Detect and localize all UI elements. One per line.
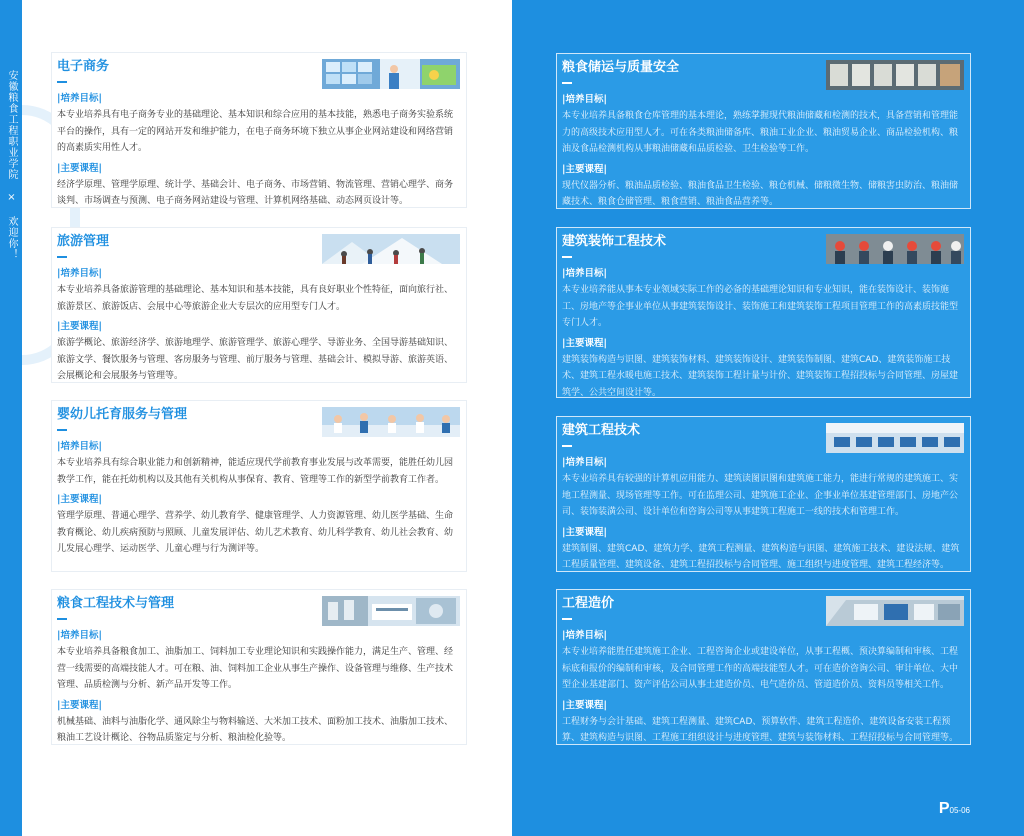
courses-text: 管理学原理、普通心理学、营养学、幼儿教育学、健康管理学、人力资源管理、幼儿医学基础、生命教育概论、幼儿疾病预防与照顾、儿童发展评估、幼儿艺术教育、幼儿科学教育、幼儿社会教育、幼儿发展心理学、运动医学、儿童心理与行为测评等。 bbox=[57, 511, 454, 554]
goal-label: |培养目标| bbox=[57, 93, 102, 104]
goal-text: 本专业培养能从事本专业领域实际工作的必备的基础理论知识和专业知识，能在装饰设计、装饰施工、房地产等企事业单位从事建筑装饰设计、装饰施工和建筑装饰工程项目管理工作的高素质技能型专门人才。 bbox=[562, 285, 959, 328]
courses-text: 旅游学概论、旅游经济学、旅游地理学、旅游管理学、旅游心理学、导游业务、全国导游基础知识、旅游文学、餐饮服务与管理、客房服务与管理、前厅服务与管理、基础会计、模拟导游、旅游英语、会展概论和会展服务与管理等。 bbox=[57, 338, 454, 381]
title-dash bbox=[562, 82, 572, 84]
title-dash bbox=[57, 618, 67, 620]
program-card-tourism bbox=[51, 227, 467, 383]
goal-text: 本专业培养具备粮食加工、油脂加工、饲料加工专业理论知识和实践操作能力，满足生产、管理、经营一线需要的高端技能人才。可在粮、油、饲料加工企业从事生产操作、设备管理与维修、生产技术管理、品质检测与分析、新产品开发等工作。 bbox=[57, 647, 454, 690]
page-number-range: 05-06 bbox=[949, 806, 970, 815]
program-title: 建筑工程技术 bbox=[562, 423, 641, 438]
program-photo bbox=[322, 59, 460, 89]
goal-text: 本专业培养具有较强的计算机应用能力、建筑读图识图和建筑施工能力，能进行常规的建筑施工、实地工程测量、现场管理等工作。可在监理公司、建筑施工企业、企事业单位基建管理部门、房地产公司、装饰装潢公司、设计单位和咨询公司等从事建筑工程施工一线的技术和管理工作。 bbox=[562, 474, 959, 517]
goal-text: 本专业培养具有电子商务专业的基础理论、基本知识和综合应用的基本技能，熟悉电子商务实验系统平台的操作，具有一定的网站开发和维护能力，在电子商务环境下独立从事企业网站建设和网络营销的高素质实用性人才。 bbox=[57, 110, 454, 153]
goal-label: |培养目标| bbox=[562, 94, 607, 105]
courses-text: 建筑制图、建筑CAD、建筑力学、建筑工程测量、建筑构造与识图、建筑施工技术、建设法规、建筑工程质量管理、建筑设备、建筑工程招投标与合同管理、施工组织与进度管理、建筑工程经济等。 bbox=[562, 543, 960, 570]
courses-text: 机械基础、油料与油脂化学、通风除尘与物料输送、大米加工技术、面粉加工技术、油脂加工技术、粮油工艺设计概论、谷物品质鉴定与分析、粮油检化验等。 bbox=[57, 716, 454, 743]
title-dash bbox=[57, 429, 67, 431]
goal-text: 本专业培养具备粮食仓库管理的基本理论，熟练掌握现代粮油储藏和检测的技术，具备营销和管理能力的高级技术应用型人才。可在各类粮油储备库、粮油工业企业、粮油贸易企业、商品检验机构、粮油及食品检测机构从事粮油储藏和品质检验、卫生检验等工作。 bbox=[562, 111, 959, 154]
program-title: 粮食储运与质量安全 bbox=[562, 60, 680, 75]
courses-text: 工程财务与会计基础、建筑工程测量、建筑CAD、预算软件、建筑工程造价、建筑设备安装工程预算、建筑构造与识图、工程施工组织设计与进度管理、建筑与装饰材料、工程招投标与合同管理等。 bbox=[562, 716, 959, 743]
program-photo bbox=[826, 423, 964, 453]
program-title: 婴幼儿托育服务与管理 bbox=[57, 407, 188, 422]
program-title: 电子商务 bbox=[57, 59, 110, 74]
page-number-prefix: P bbox=[938, 800, 950, 817]
title-dash bbox=[57, 256, 67, 258]
goal-label: |培养目标| bbox=[562, 630, 607, 641]
school-name: 安徽粮食工程职业学院 bbox=[6, 70, 17, 180]
program-card-decoration-engineering bbox=[556, 227, 971, 398]
courses-text: 现代仪器分析、粮油品质检验、粮油食品卫生检验、粮仓机械、储粮微生物、储粮害虫防治、粮油储藏技术、粮食仓储管理、粮食营销、粮油食品营养等。 bbox=[562, 180, 959, 207]
goal-text: 本专业培养具备旅游管理的基础理论、基本知识和基本技能，具有良好职业个性特征，面向旅行社、旅游景区、旅游饭店、会展中心等旅游企业大专层次的应用型专门人才。 bbox=[57, 285, 454, 312]
courses-label: |主要课程| bbox=[562, 337, 607, 349]
program-photo bbox=[322, 407, 460, 437]
courses-label: |主要课程| bbox=[562, 163, 607, 175]
goal-label: |培养目标| bbox=[562, 457, 607, 468]
program-card-construction-engineering bbox=[556, 416, 971, 572]
program-title: 工程造价 bbox=[562, 596, 615, 611]
program-card-ecommerce bbox=[51, 52, 467, 208]
goal-text: 本专业培养具有综合职业能力和创新精神，能适应现代学前教育事业发展与改革需要，能胜任幼儿园教学工作，能在托幼机构以及其他有关机构从事保育、教育、管理等工作的新型学前教育工作者。 bbox=[57, 458, 454, 485]
goal-label: |培养目标| bbox=[57, 630, 102, 641]
program-photo bbox=[826, 596, 964, 626]
program-photo bbox=[826, 60, 964, 90]
courses-label: |主要课程| bbox=[562, 699, 607, 711]
program-title: 旅游管理 bbox=[57, 234, 110, 249]
program-title: 建筑装饰工程技术 bbox=[562, 234, 667, 249]
courses-text: 经济学原理、管理学原理、统计学、基础会计、电子商务、市场营销、物流管理、营销心理学、商务谈判、市场调查与预测、电子商务网站建设与管理、计算机网络基础、动态网页设计等。 bbox=[57, 179, 454, 206]
courses-label: |主要课程| bbox=[57, 321, 102, 332]
goal-label: |培养目标| bbox=[562, 268, 607, 279]
program-card-cost-engineering bbox=[556, 589, 971, 745]
program-photo bbox=[322, 596, 460, 626]
title-dash bbox=[57, 81, 67, 83]
spine-separator: × bbox=[6, 192, 17, 205]
program-card-grain-engineering bbox=[51, 589, 467, 745]
goal-label: |培养目标| bbox=[57, 441, 102, 452]
program-card-childcare bbox=[51, 400, 467, 572]
page-number bbox=[939, 800, 970, 818]
title-dash bbox=[562, 618, 572, 620]
title-dash bbox=[562, 256, 572, 258]
courses-label: |主要课程| bbox=[57, 494, 102, 505]
goal-label: |培养目标| bbox=[57, 268, 102, 279]
courses-label: |主要课程| bbox=[57, 162, 102, 174]
program-photo bbox=[826, 234, 964, 264]
title-dash bbox=[562, 445, 572, 447]
greeting-text: 欢迎你！ bbox=[6, 216, 17, 261]
program-card-grain-storage bbox=[556, 53, 971, 209]
spine-text bbox=[4, 70, 18, 260]
courses-text: 建筑装饰构造与识图、建筑装饰材料、建筑装饰设计、建筑装饰制图、建筑CAD、建筑装饰施工技术、建筑工程水暖电施工技术、建筑装饰工程计量与计价、建筑装饰工程招投标与合同管理、房屋建筑学、公共空间设计等。 bbox=[562, 354, 959, 398]
courses-label: |主要课程| bbox=[57, 699, 102, 711]
goal-text: 本专业培养能胜任建筑施工企业、工程咨询企业或建设单位，从事工程概、预决算编制和审核、工程标底和报价的编制和审核，及合同管理工作的高端技能型人才。可在造价咨询公司、审计单位、大中型企业基建部门、资产评估公司从事土建造价员、电气造价员、管道造价员、资料员等相关工作。 bbox=[562, 647, 959, 690]
program-photo bbox=[322, 234, 460, 264]
courses-label: |主要课程| bbox=[562, 526, 607, 538]
program-title: 粮食工程技术与管理 bbox=[57, 596, 175, 611]
